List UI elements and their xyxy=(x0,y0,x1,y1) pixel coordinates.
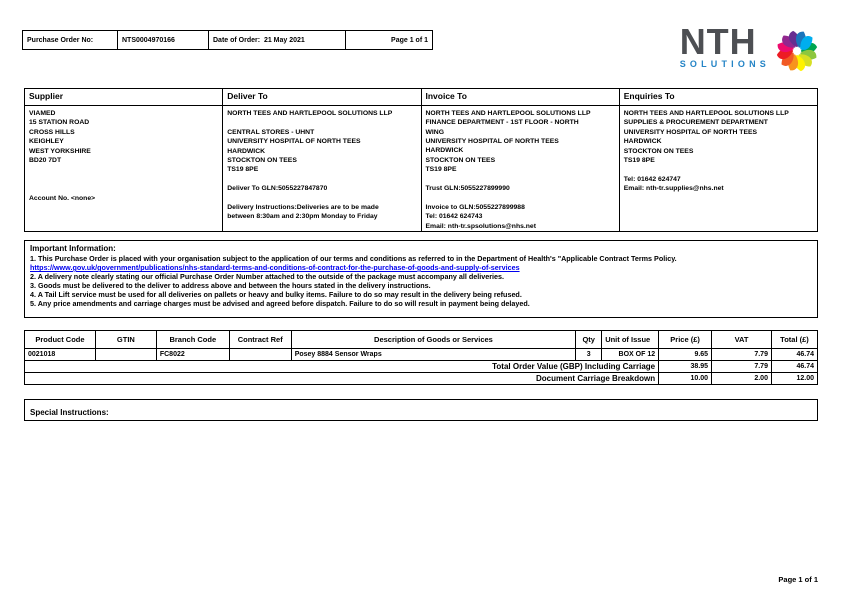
address-line xyxy=(227,175,416,184)
total-order-vat: 7.79 xyxy=(712,361,772,373)
order-total-row xyxy=(25,361,818,373)
address-line: UNIVERSITY HOSPITAL OF NORTH TEES xyxy=(425,137,559,145)
address-line: FINANCE DEPARTMENT - 1ST FLOOR - NORTH xyxy=(425,119,579,127)
important-information-title: Important Information: xyxy=(30,244,116,253)
cell-vat: 7.79 xyxy=(712,349,772,361)
nth-solutions-logo xyxy=(679,21,820,74)
address-line: CROSS HILLS xyxy=(29,128,75,136)
carriage-total: 12.00 xyxy=(771,373,817,385)
address-line: Tel: 01642 624747 xyxy=(623,175,681,183)
address-line: VIAMED xyxy=(29,110,56,117)
page-indicator-bottom: Page 1 of 1 xyxy=(778,575,818,584)
terms-line: 5. Any price amendments and carriage charges must be advised and agreed before dispatch. Failure to do so will result in payment being delayed. xyxy=(30,299,530,308)
special-instructions-title: Special Instructions: xyxy=(30,408,109,417)
cell-total: 46.74 xyxy=(771,349,817,361)
address-line: Email: nth-tr.supplies@nhs.net xyxy=(623,185,724,193)
address-line: Deliver To GLN:5055227847870 xyxy=(227,185,328,193)
address-line: STOCKTON ON TEES xyxy=(623,147,694,155)
address-line: STOCKTON ON TEES xyxy=(227,157,297,165)
address-line: between 8:30am and 2:30pm Monday to Friday xyxy=(227,213,378,221)
terms-line: 2. A delivery note clearly stating our official Purchase Order Number attached to the outside of the package must accompany all deliveries. xyxy=(30,272,504,281)
po-number-value: NTS0004970166 xyxy=(118,31,209,50)
carriage-vat: 2.00 xyxy=(712,373,772,385)
address-grid xyxy=(24,88,818,232)
address-line: SUPPLIES & PROCUREMENT DEPARTMENT xyxy=(623,119,768,127)
invoice-to-title: Invoice To xyxy=(422,89,619,106)
enquiries-to-title: Enquiries To xyxy=(620,89,817,106)
total-order-total: 46.74 xyxy=(771,361,817,373)
cell-description: Posey 8884 Sensor Wraps xyxy=(291,349,576,361)
address-line: Delivery Instructions:Deliveries are to be made xyxy=(227,204,379,212)
address-line xyxy=(426,175,615,184)
order-date-cell xyxy=(209,31,346,50)
carriage-breakdown-row xyxy=(25,373,818,385)
address-line: HARDWICK xyxy=(623,138,662,146)
address-line: TS19 8PE xyxy=(425,166,457,174)
cell-product-code: 0021018 xyxy=(25,349,96,361)
enquiries-to-address xyxy=(620,106,817,197)
cell-price: 9.65 xyxy=(659,349,712,361)
special-instructions-box xyxy=(24,399,818,421)
address-line: Invoice to GLN:5055227899988 xyxy=(425,203,525,211)
terms-line: 4. A Tail Lift service must be used for all deliveries on pallets or heavy and bulky items. Failure to do so may result in the delivery being refused. xyxy=(30,290,522,299)
address-line: HARDWICK xyxy=(425,147,464,155)
address-line xyxy=(29,184,218,193)
invoice-to-address xyxy=(422,106,619,231)
address-line: Tel: 01642 624743 xyxy=(425,213,483,221)
address-line: TS19 8PE xyxy=(227,166,259,174)
invoice-to-panel xyxy=(422,89,620,231)
address-line xyxy=(29,175,218,184)
cell-gtin xyxy=(95,349,156,361)
order-lines-table xyxy=(24,330,818,385)
col-product-code: Product Code xyxy=(25,331,96,349)
order-table-header-row xyxy=(25,331,818,349)
cell-contract-ref xyxy=(229,349,291,361)
cell-qty: 3 xyxy=(576,349,602,361)
supplier-title: Supplier xyxy=(25,89,222,106)
address-line: STOCKTON ON TEES xyxy=(425,156,496,164)
total-order-net: 38.95 xyxy=(659,361,712,373)
order-date-value: 21 May 2021 xyxy=(263,36,305,44)
address-line: UNIVERSITY HOSPITAL OF NORTH TEES xyxy=(623,128,758,136)
important-information-box xyxy=(24,240,818,318)
terms-hyperlink[interactable]: https://www.gov.uk/government/publications/nhs-standard-terms-and-conditions-of-contract-for-the-purchase-of-goods-and-supply-of-services xyxy=(30,263,520,272)
col-description: Description of Goods or Services xyxy=(291,331,576,349)
logo-subtitle: SOLUTIONS xyxy=(679,59,770,69)
page-indicator-top: Page 1 of 1 xyxy=(346,31,433,50)
po-header-bar xyxy=(22,30,433,50)
po-number-label: Purchase Order No: xyxy=(23,31,118,50)
address-line: WEST YORKSHIRE xyxy=(29,147,91,155)
col-branch-code: Branch Code xyxy=(156,331,229,349)
deliver-to-panel xyxy=(223,89,421,231)
address-line: HARDWICK xyxy=(227,147,266,155)
address-line: Trust GLN:5055227899990 xyxy=(425,184,510,192)
col-gtin: GTIN xyxy=(95,331,156,349)
cell-unit-of-issue: BOX OF 12 xyxy=(602,349,659,361)
address-line: TS19 8PE xyxy=(623,157,655,165)
address-line: NORTH TEES AND HARTLEPOOL SOLUTIONS LLP xyxy=(227,110,393,117)
col-vat: VAT xyxy=(712,331,772,349)
enquiries-to-panel xyxy=(620,89,817,231)
address-line: WING xyxy=(425,128,444,136)
address-line: Email: nth-tr.spsolutions@nhs.net xyxy=(425,222,536,230)
address-line: KEIGHLEY xyxy=(29,138,64,146)
terms-line-1: 1. This Purchase Order is placed with your organisation subject to the application of our terms and conditions as referred to in the Department of Health's "Applicable Contract Terms Policy. xyxy=(30,254,677,263)
rainbow-swirl-icon xyxy=(774,28,820,74)
col-price: Price (£) xyxy=(659,331,712,349)
address-line: NORTH TEES AND HARTLEPOOL SOLUTIONS LLP xyxy=(623,110,789,117)
carriage-breakdown-label: Document Carriage Breakdown xyxy=(25,373,659,385)
col-total: Total (£) xyxy=(771,331,817,349)
supplier-panel xyxy=(25,89,223,231)
total-order-value-label: Total Order Value (GBP) Including Carriage xyxy=(25,361,659,373)
logo-wordmark xyxy=(679,21,770,69)
terms-lines xyxy=(30,272,812,308)
carriage-net: 10.00 xyxy=(659,373,712,385)
order-date-label: Date of Order: xyxy=(213,36,261,44)
address-line xyxy=(227,194,416,203)
address-line xyxy=(227,118,416,127)
address-line xyxy=(426,193,615,202)
deliver-to-address xyxy=(223,106,420,225)
address-line: CENTRAL STORES - UHNT xyxy=(227,128,315,136)
order-line-row xyxy=(25,349,818,361)
deliver-to-title: Deliver To xyxy=(223,89,420,106)
cell-branch-code: FC8022 xyxy=(156,349,229,361)
address-line: 15 STATION ROAD xyxy=(29,119,90,127)
address-line xyxy=(29,165,218,174)
col-unit-of-issue: Unit of Issue xyxy=(602,331,659,349)
col-contract-ref: Contract Ref xyxy=(229,331,291,349)
supplier-address xyxy=(25,106,222,206)
address-line: NORTH TEES AND HARTLEPOOL SOLUTIONS LLP xyxy=(425,109,591,117)
col-qty: Qty xyxy=(576,331,602,349)
address-line: Account No. <none> xyxy=(29,194,96,202)
address-line: BD20 7DT xyxy=(29,157,62,165)
terms-line: 3. Goods must be delivered to the deliver to address above and between the hours stated in the delivery instructions. xyxy=(30,281,431,290)
address-line: UNIVERSITY HOSPITAL OF NORTH TEES xyxy=(227,138,361,146)
logo-name: NTH xyxy=(679,21,757,62)
address-line xyxy=(624,165,813,174)
